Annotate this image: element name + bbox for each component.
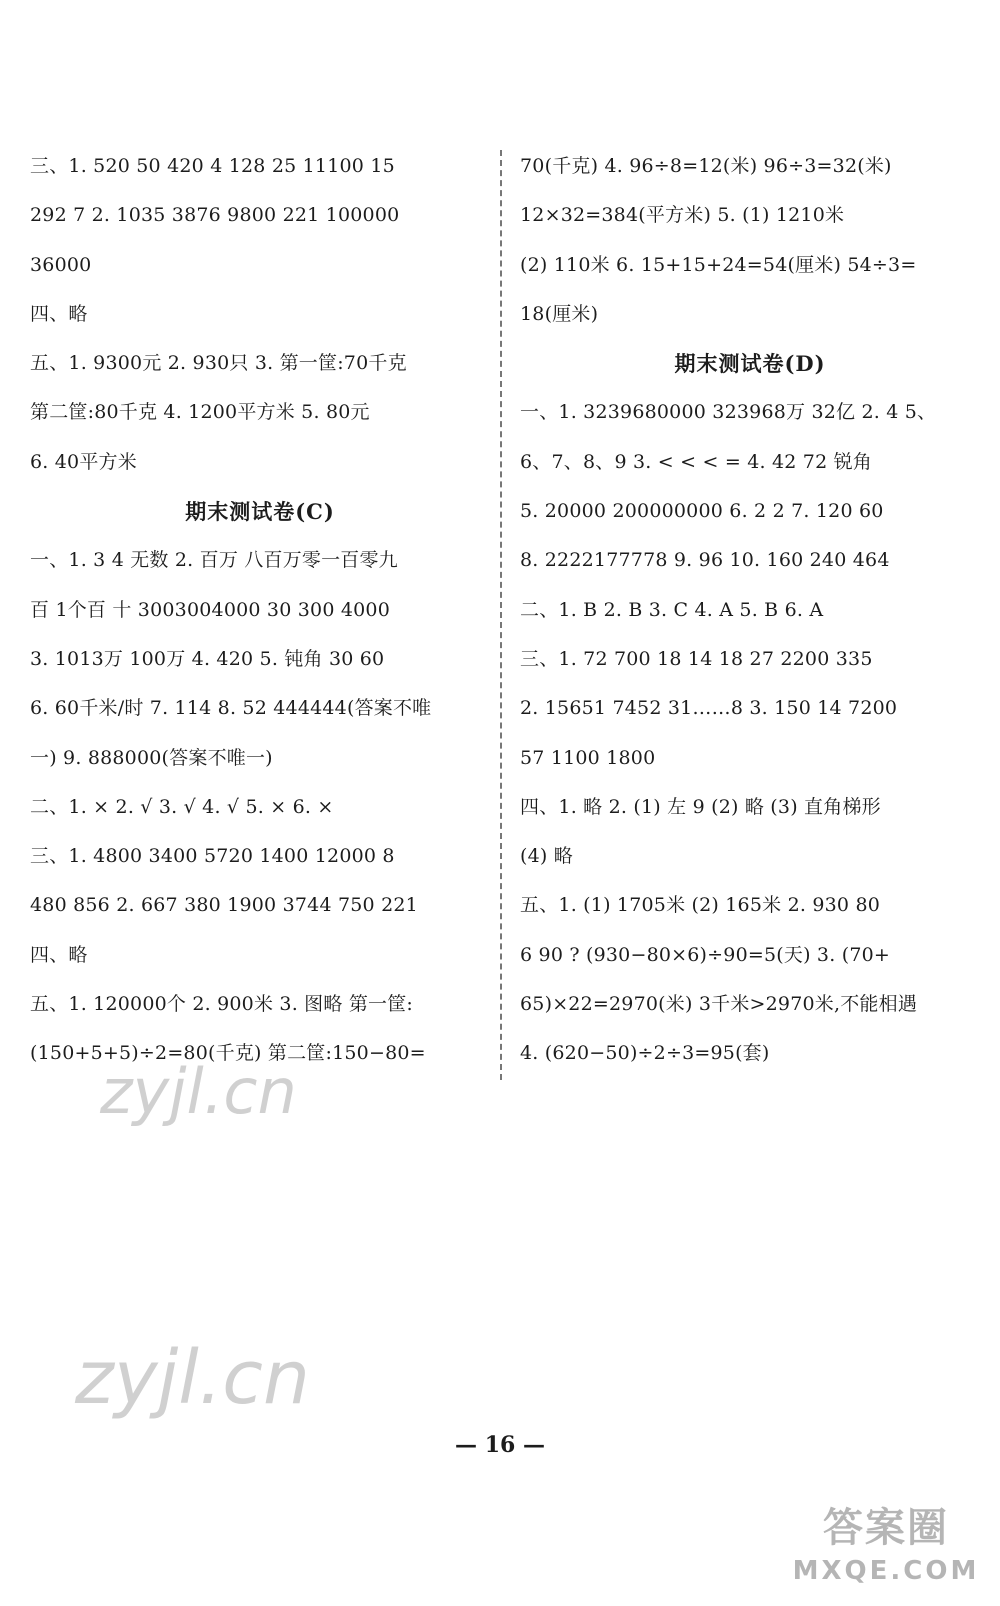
answer-line: 57 1100 1800 [520,746,656,769]
answer-line: 5. 20000 200000000 6. 2 2 7. 120 60 [520,500,884,523]
answer-line: (150+5+5)÷2=80(千克) 第二筐:150−80= [30,1042,426,1065]
answer-line: 四、略 [30,943,88,966]
answer-line: 12×32=384(平方米) 5. (1) 1210米 [520,204,845,227]
answer-line: 3. 1013万 100万 4. 420 5. 钝角 30 60 [30,647,385,670]
answer-line: 6、7、8、9 3. < < < = 4. 42 72 锐角 [520,450,872,473]
answer-line: 四、1. 略 2. (1) 左 9 (2) 略 (3) 直角梯形 [520,795,881,818]
answer-line: 百 1个百 十 3003004000 30 300 4000 [30,598,391,621]
answer-line: 五、1. (1) 1705米 (2) 165米 2. 930 80 [520,894,881,917]
answer-line: 二、1. × 2. √ 3. √ 4. √ 5. × 6. × [30,795,334,818]
watermark: zyjl.cn [100,1055,297,1128]
answer-line: 二、1. B 2. B 3. C 4. A 5. B 6. A [520,598,824,621]
column-divider [500,150,502,1080]
answer-line: 四、略 [30,302,88,325]
answer-line: 一、1. 3239680000 323968万 32亿 2. 4 5、 [520,401,937,424]
section-title-c: 期末测试卷(C) [185,499,335,525]
logo-main-text: 答案圈 [823,1505,949,1551]
site-logo [786,1500,986,1596]
answer-line: 18(厘米) [520,302,599,325]
answer-line: 一、1. 3 4 无数 2. 百万 八百万零一百零九 [30,549,398,572]
answer-line: (2) 110米 6. 15+15+24=54(厘米) 54÷3= [520,253,917,276]
right-column [520,142,980,1079]
left-column [30,142,490,1079]
answer-line: 292 7 2. 1035 3876 9800 221 100000 [30,204,400,227]
answer-line: 4. (620−50)÷2÷3=95(套) [520,1042,770,1065]
answer-line: 2. 15651 7452 31……8 3. 150 14 7200 [520,697,898,720]
answer-line: 三、1. 520 50 420 4 128 25 11100 15 [30,155,395,177]
answer-line: 三、1. 72 700 18 14 18 27 2200 335 [520,647,873,670]
answer-line: 65)×22=2970(米) 3千米>2970米,不能相遇 [520,993,918,1016]
answer-line: 一) 9. 888000(答案不唯一) [30,746,273,769]
logo-sub-text: MXQE.COM [792,1556,980,1586]
answer-line: 第二筐:80千克 4. 1200平方米 5. 80元 [30,401,370,424]
section-title-d: 期末测试卷(D) [674,351,826,377]
answer-line: 6. 40平方米 [30,450,137,473]
answer-line: 五、1. 120000个 2. 900米 3. 图略 第一筐: [30,993,414,1016]
answer-line: 8. 2222177778 9. 96 10. 160 240 464 [520,549,890,572]
answer-line: 三、1. 4800 3400 5720 1400 12000 8 [30,845,395,868]
answer-line: (4) 略 [520,845,573,868]
answer-line: 36000 [30,253,92,276]
answer-line: 6. 60千米/时 7. 114 8. 52 444444(答案不唯 [30,697,432,720]
answer-line: 480 856 2. 667 380 1900 3744 750 221 [30,894,418,917]
watermark: zyjl.cn [75,1335,310,1421]
page-number: — 16 — [455,1432,545,1458]
answer-line: 五、1. 9300元 2. 930只 3. 第一筐:70千克 [30,352,407,375]
answer-line: 6 90 ? (930−80×6)÷90=5(天) 3. (70+ [520,943,891,966]
answer-line: 70(千克) 4. 96÷8=12(米) 96÷3=32(米) [520,155,892,177]
